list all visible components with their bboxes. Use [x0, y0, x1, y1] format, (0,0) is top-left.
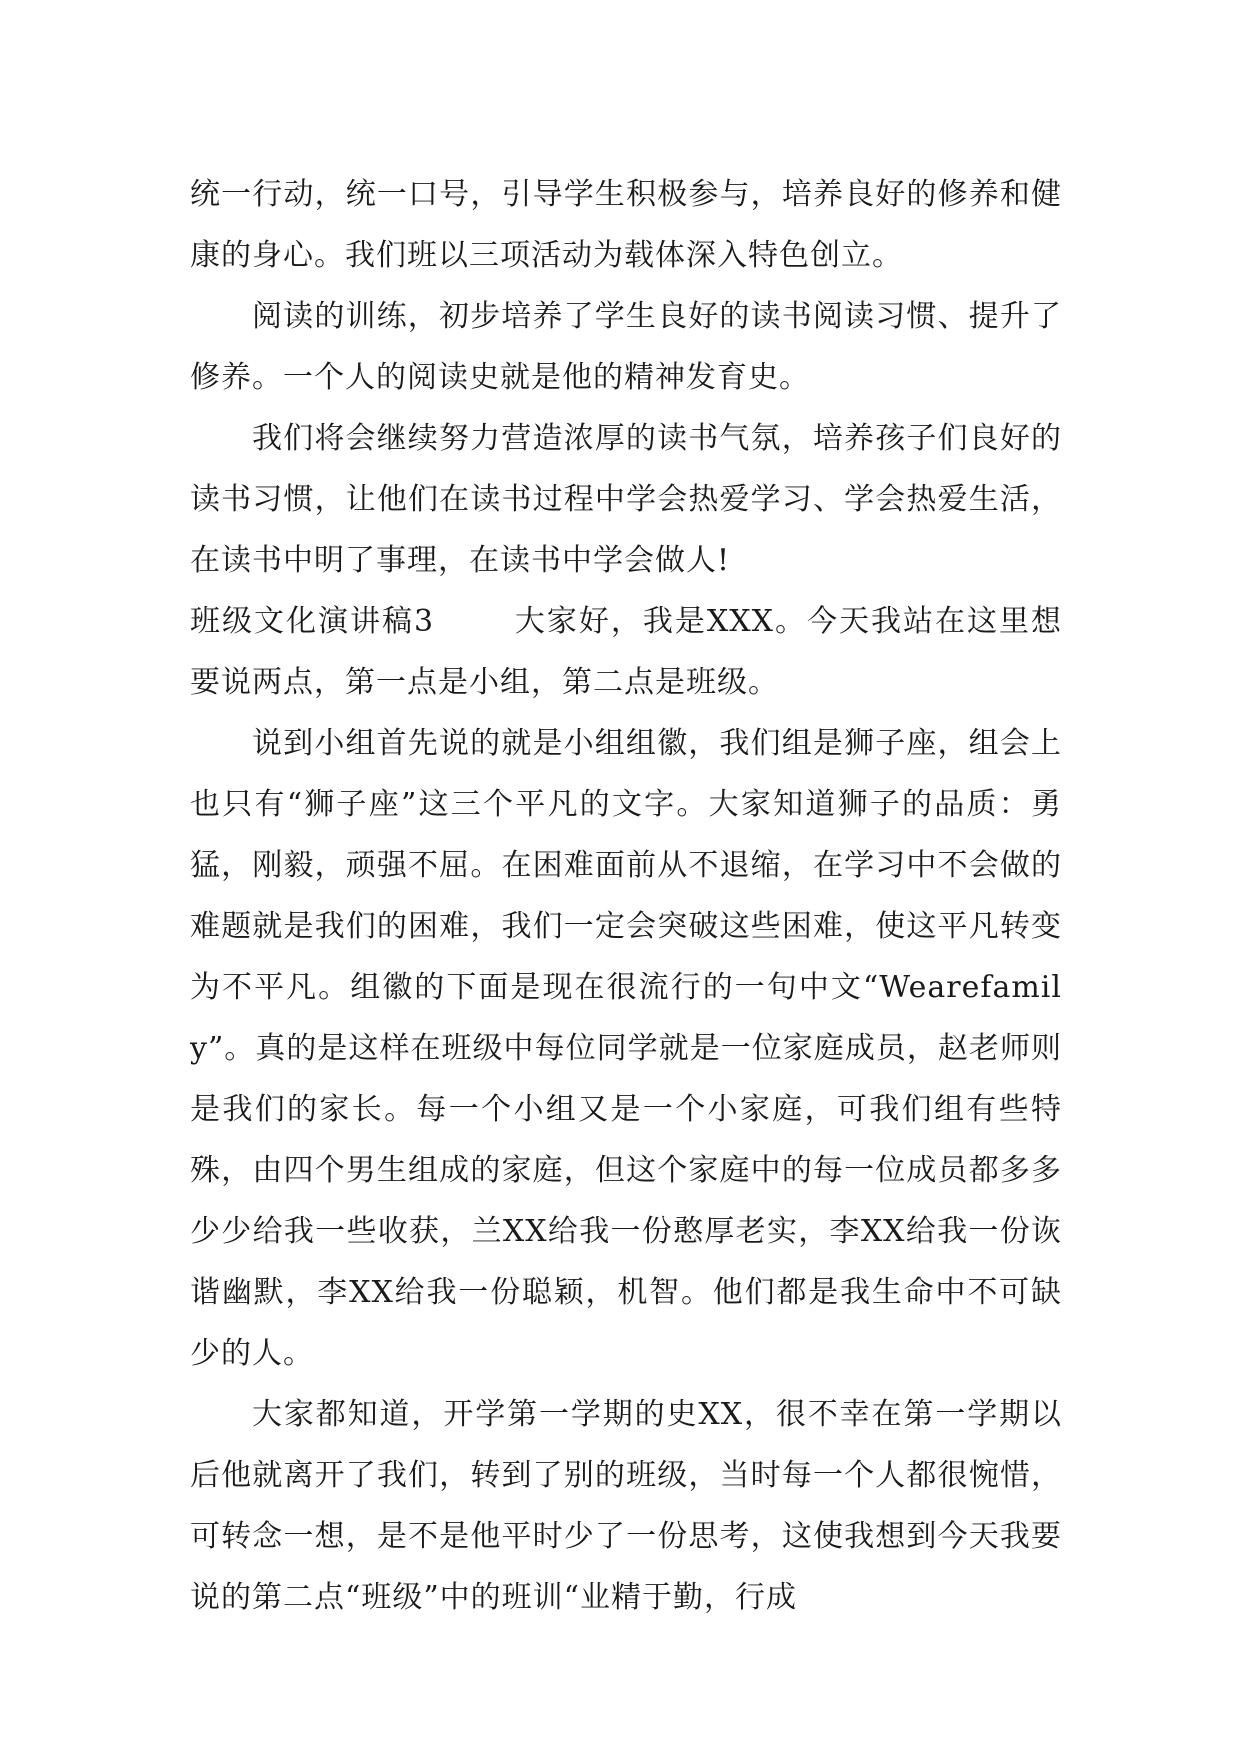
paragraph-1: 统一行动，统一口号，引导学生积极参与，培养良好的修养和健康的身心。我们班以三项活动为载体深入特色创立。	[190, 177, 1062, 273]
paragraph-4	[190, 591, 1062, 713]
paragraph-3: 我们将会继续努力营造浓厚的读书气氛，培养孩子们良好的读书习惯，让他们在读书过程中学会热爱学习、学会热爱生活，在读书中明了事理，在读书中学会做人!	[190, 421, 1062, 578]
paragraph-6: 大家都知道，开学第一学期的史XX，很不幸在第一学期以后他就离开了我们，转到了别的班级，当时每一个人都很惋惜，可转念一想，是不是他平时少了一份思考，这使我想到今天我要说的第二点“班级”中的班训“业精于勤，行成	[190, 1397, 1062, 1615]
paragraph-4-text: 大家好，我是XXX。今天我站在这里想要说两点，第一点是小组，第二点是班级。	[190, 604, 1062, 700]
document-body	[190, 164, 1062, 1628]
heading-gap	[434, 604, 515, 639]
paragraph-2: 阅读的训练，初步培养了学生良好的读书阅读习惯、提升了修养。一个人的阅读史就是他的精神发育史。	[190, 299, 1062, 395]
paragraph-5: 说到小组首先说的就是小组组徽，我们组是狮子座，组会上也只有“狮子座”这三个平凡的文字。大家知道狮子的品质：勇猛，刚毅，顽强不屈。在困难面前从不退缩，在学习中不会做的难题就是我们的困难，我们一定会突破这些困难，使这平凡转变为不平凡。组徽的下面是现在很流行的一句中文“Wearefamily”。真的是这样在班级中每位同学就是一位家庭成员，赵老师则是我们的家长。每一个小组又是一个小家庭，可我们组有些特殊，由四个男生组成的家庭，但这个家庭中的每一位成员都多多少少给我一些收获，兰XX给我一份憨厚老实，李XX给我一份诙谐幽默，李XX给我一份聪颖，机智。他们都是我生命中不可缺少的人。	[190, 726, 1062, 1371]
speech-heading: 班级文化演讲稿3	[190, 604, 435, 639]
